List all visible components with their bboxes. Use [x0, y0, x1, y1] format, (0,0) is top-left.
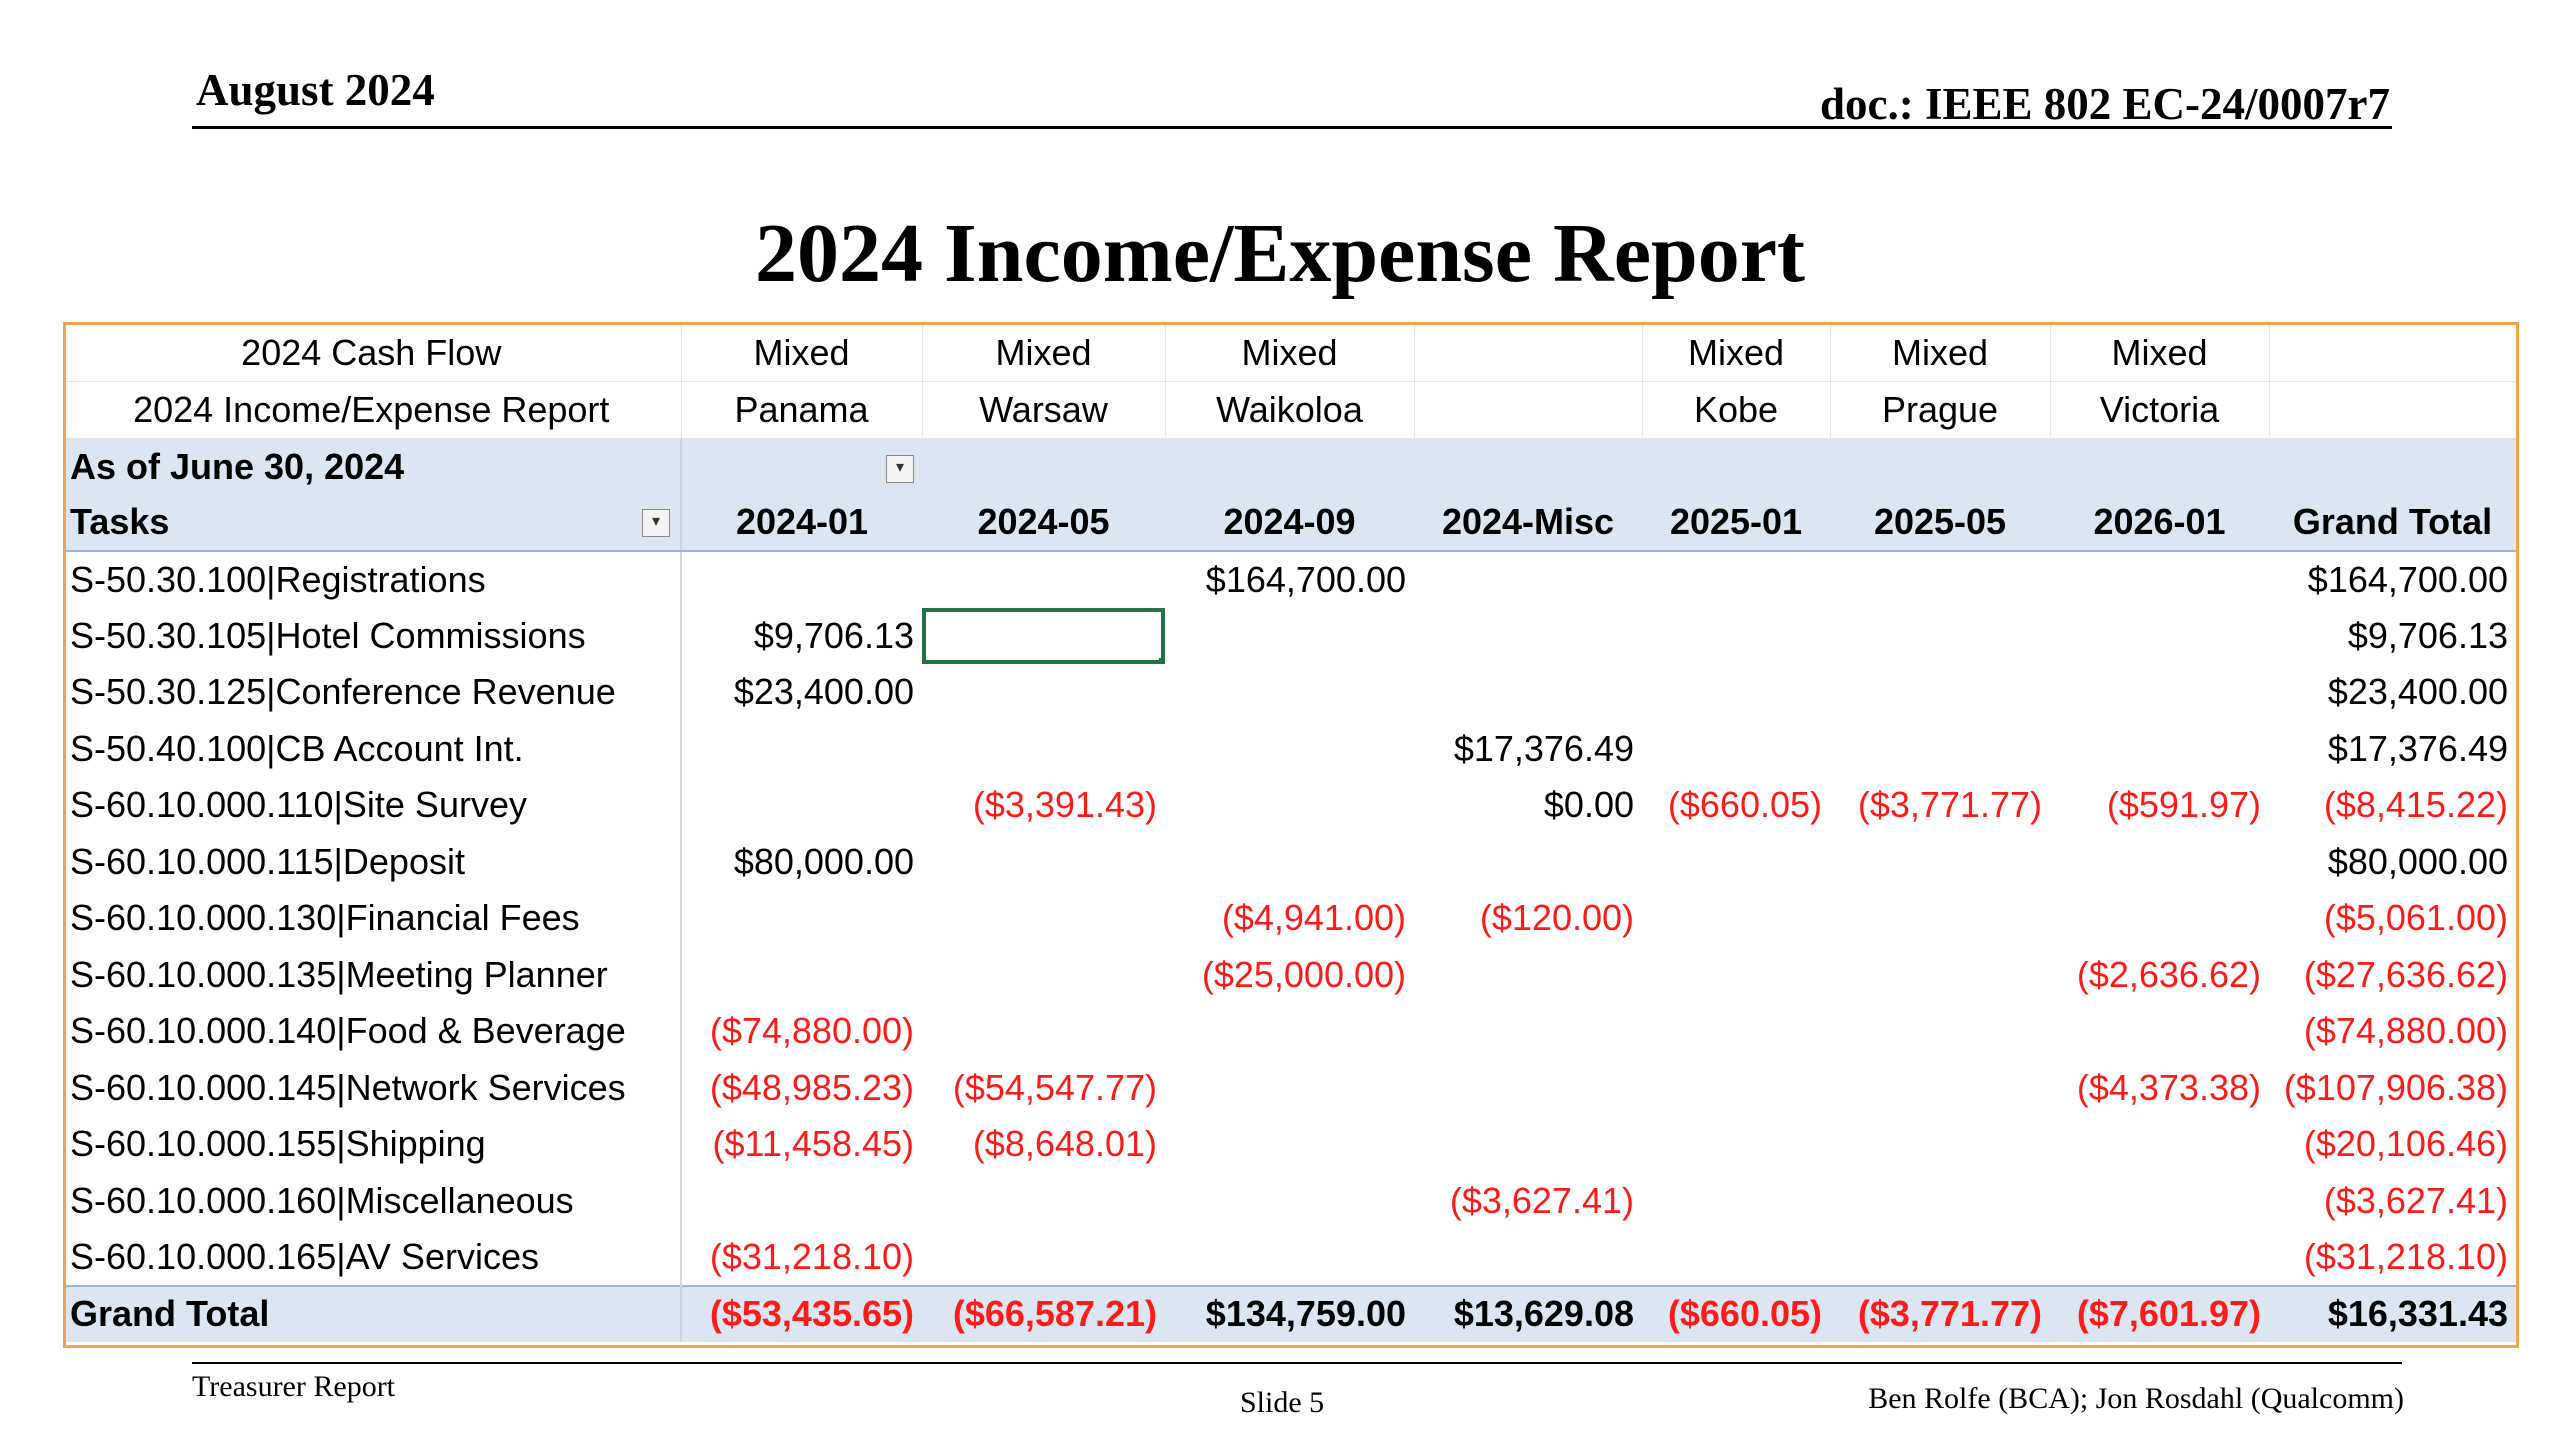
grand-total-cell[interactable]: ($66,587.21) [922, 1286, 1165, 1343]
value-cell[interactable] [1642, 551, 1830, 608]
value-cell[interactable] [1830, 890, 2050, 947]
value-cell[interactable]: ($54,547.77) [952, 1066, 1157, 1108]
value-cell[interactable] [1165, 608, 1414, 665]
value-cell[interactable] [1642, 890, 1830, 947]
grand-total-cell[interactable]: ($7,601.97) [2050, 1286, 2269, 1343]
value-cell[interactable]: ($120.00) [1479, 897, 1634, 939]
column-header-2024-05[interactable]: 2024-05 [922, 495, 1165, 552]
column-group-cell[interactable]: Mixed [2050, 325, 2269, 382]
grand-total-cell[interactable]: ($660.05) [1642, 1286, 1830, 1343]
column-header-row [66, 495, 2516, 552]
selected-cell[interactable] [922, 608, 1165, 665]
value-cell[interactable] [1830, 834, 2050, 891]
value-cell[interactable] [1165, 777, 1414, 834]
column-header-2024-09[interactable]: 2024-09 [1165, 495, 1414, 552]
task-name-cell[interactable]: S-60.10.000.155|Shipping [66, 1116, 681, 1173]
column-header-2024-01[interactable]: 2024-01 [681, 495, 922, 552]
grand-total-cell[interactable]: $13,629.08 [1414, 1286, 1642, 1343]
value-cell[interactable] [1830, 608, 2050, 665]
band-cell [2050, 438, 2269, 495]
value-cell[interactable] [1830, 551, 2050, 608]
value-cell[interactable]: $164,700.00 [1205, 558, 1406, 600]
value-cell[interactable] [1642, 1003, 1830, 1060]
table-row [66, 1003, 2516, 1060]
table-row [66, 834, 2516, 891]
value-cell[interactable] [2050, 1173, 2269, 1230]
value-cell[interactable] [1414, 1229, 1642, 1286]
value-cell[interactable] [1642, 1229, 1830, 1286]
header-row-cash-flow [66, 325, 2516, 382]
table-row [66, 1173, 2516, 1230]
value-cell[interactable] [1414, 834, 1642, 891]
value-cell[interactable]: $0.00 [1543, 784, 1634, 826]
tasks-header-cell[interactable] [66, 495, 681, 552]
table-row [66, 608, 2516, 665]
value-cell[interactable]: ($3,627.41) [2323, 1179, 2508, 1221]
value-cell[interactable] [922, 890, 1165, 947]
value-cell[interactable] [2050, 834, 2269, 891]
value-cell[interactable] [922, 1173, 1165, 1230]
value-cell[interactable]: ($4,941.00) [1221, 897, 1406, 939]
task-name-cell[interactable]: S-60.10.000.140|Food & Beverage [66, 1003, 681, 1060]
header-rule [192, 126, 2392, 129]
task-name-cell[interactable]: S-60.10.000.160|Miscellaneous [66, 1173, 681, 1230]
value-cell[interactable] [1165, 1173, 1414, 1230]
value-cell[interactable] [1830, 1003, 2050, 1060]
value-cell[interactable]: ($5,061.00) [2323, 897, 2508, 939]
value-cell[interactable] [922, 1003, 1165, 1060]
task-name-cell[interactable]: S-60.10.000.115|Deposit [66, 834, 681, 891]
value-cell[interactable] [1642, 1060, 1830, 1117]
column-group-cell[interactable]: Mixed [922, 325, 1165, 382]
pivot-table [63, 322, 2519, 1348]
value-cell[interactable]: ($31,218.10) [709, 1235, 914, 1277]
band-cell [1830, 438, 2050, 495]
band-cell [1642, 438, 1830, 495]
fill-handle[interactable] [1159, 658, 1165, 664]
value-cell[interactable] [2050, 1229, 2269, 1286]
value-cell[interactable] [2050, 1003, 2269, 1060]
value-cell[interactable] [681, 947, 922, 1004]
value-cell[interactable] [1642, 608, 1830, 665]
header-date: August 2024 [196, 65, 435, 115]
table-body [66, 325, 2516, 1342]
value-cell[interactable]: $9,706.13 [753, 614, 914, 656]
value-cell[interactable] [922, 551, 1165, 608]
footer-slide-number: Slide 5 [1240, 1386, 1325, 1419]
table-row [66, 551, 2516, 608]
value-cell[interactable]: $23,400.00 [2327, 671, 2508, 713]
task-name-cell[interactable]: S-60.10.000.110|Site Survey [66, 777, 681, 834]
value-cell[interactable]: $23,400.00 [733, 671, 914, 713]
value-cell[interactable]: $80,000.00 [733, 840, 914, 882]
footer-rule [192, 1362, 2402, 1364]
grand-total-cell[interactable]: $134,759.00 [1165, 1286, 1414, 1343]
grand-total-cell[interactable]: ($53,435.65) [681, 1286, 922, 1343]
column-header-2025-01[interactable]: 2025-01 [1642, 495, 1830, 552]
value-cell[interactable] [681, 777, 922, 834]
row-label[interactable]: 2024 Cash Flow [66, 325, 681, 382]
filter-cell[interactable] [681, 438, 922, 495]
column-group-cell[interactable] [2269, 325, 2516, 382]
value-cell[interactable]: ($11,458.45) [712, 1123, 914, 1165]
value-cell[interactable]: $9,706.13 [2347, 614, 2508, 656]
band-cell [1414, 438, 1642, 495]
row-filter-dropdown-icon[interactable]: ▾ [642, 509, 670, 537]
value-cell[interactable] [1642, 721, 1830, 778]
value-cell[interactable] [1830, 1173, 2050, 1230]
value-cell[interactable]: ($74,880.00) [709, 1010, 914, 1052]
value-cell[interactable] [922, 664, 1165, 721]
column-header-2024-misc[interactable]: 2024-Misc [1414, 495, 1642, 552]
value-cell[interactable] [1642, 834, 1830, 891]
value-cell[interactable] [922, 947, 1165, 1004]
tasks-label: Tasks [70, 501, 170, 543]
value-cell[interactable] [1165, 1229, 1414, 1286]
table-row [66, 1060, 2516, 1117]
task-name-cell[interactable]: S-50.30.105|Hotel Commissions [66, 608, 681, 665]
value-cell[interactable] [1642, 664, 1830, 721]
column-filter-dropdown-icon[interactable]: ▾ [886, 455, 914, 483]
value-cell[interactable] [1165, 834, 1414, 891]
column-group-cell[interactable] [1414, 325, 1642, 382]
value-cell[interactable] [681, 1173, 922, 1230]
value-cell[interactable] [1830, 721, 2050, 778]
value-cell[interactable] [1642, 947, 1830, 1004]
column-header-2025-05[interactable]: 2025-05 [1830, 495, 2050, 552]
grand-total-cell[interactable]: ($3,771.77) [1830, 1286, 2050, 1343]
value-cell[interactable] [1414, 551, 1642, 608]
value-cell[interactable] [1414, 1116, 1642, 1173]
task-name-cell[interactable]: S-60.10.000.145|Network Services [66, 1060, 681, 1117]
table-row [66, 890, 2516, 947]
value-cell[interactable]: ($27,636.62) [2303, 953, 2508, 995]
value-cell[interactable]: ($107,906.38) [2283, 1066, 2508, 1108]
value-cell[interactable]: ($48,985.23) [709, 1066, 914, 1108]
value-cell[interactable] [1830, 1116, 2050, 1173]
value-cell[interactable] [922, 834, 1165, 891]
value-cell[interactable]: $17,376.49 [1453, 727, 1634, 769]
value-cell[interactable]: ($25,000.00) [1201, 953, 1406, 995]
value-cell[interactable] [1830, 664, 2050, 721]
value-cell[interactable]: ($4,373.38) [2076, 1066, 2261, 1108]
as-of-label[interactable]: As of June 30, 2024 [66, 438, 681, 495]
grand-total-label[interactable]: Grand Total [66, 1286, 681, 1343]
value-cell[interactable] [922, 721, 1165, 778]
value-cell[interactable] [1414, 664, 1642, 721]
value-cell[interactable]: ($8,648.01) [972, 1123, 1157, 1165]
value-cell[interactable] [2050, 1116, 2269, 1173]
value-cell[interactable] [1414, 608, 1642, 665]
footer-left: Treasurer Report [192, 1370, 396, 1403]
task-name-cell[interactable]: S-50.40.100|CB Account Int. [66, 721, 681, 778]
band-cell [2269, 438, 2516, 495]
column-group-cell[interactable]: Warsaw [922, 382, 1165, 439]
task-name-cell[interactable]: S-50.30.100|Registrations [66, 551, 681, 608]
task-name-cell[interactable]: S-60.10.000.130|Financial Fees [66, 890, 681, 947]
value-cell[interactable]: ($660.05) [1667, 784, 1822, 826]
table-row [66, 777, 2516, 834]
value-cell[interactable] [1165, 1003, 1414, 1060]
table-row [66, 664, 2516, 721]
table-row [66, 1116, 2516, 1173]
value-cell[interactable] [1642, 1173, 1830, 1230]
column-group-cell[interactable]: Mixed [681, 325, 922, 382]
value-cell[interactable] [681, 551, 922, 608]
value-cell[interactable] [2050, 551, 2269, 608]
value-cell[interactable] [1414, 1060, 1642, 1117]
value-cell[interactable] [2050, 721, 2269, 778]
grand-total-row [66, 1286, 2516, 1343]
value-cell[interactable] [1830, 1060, 2050, 1117]
value-cell[interactable]: ($3,391.43) [972, 784, 1157, 826]
value-cell[interactable] [1642, 1116, 1830, 1173]
column-group-cell[interactable]: Victoria [2050, 382, 2269, 439]
value-cell[interactable]: ($20,106.46) [2303, 1123, 2508, 1165]
value-cell[interactable] [2050, 890, 2269, 947]
as-of-row [66, 438, 2516, 495]
value-cell[interactable]: ($3,627.41) [1449, 1179, 1634, 1221]
task-name-cell[interactable]: S-50.30.125|Conference Revenue [66, 664, 681, 721]
column-group-cell[interactable]: Mixed [1830, 325, 2050, 382]
band-cell [922, 438, 1165, 495]
column-group-cell[interactable]: Mixed [1165, 325, 1414, 382]
value-cell[interactable] [1165, 664, 1414, 721]
value-cell[interactable] [2050, 608, 2269, 665]
grand-total-cell[interactable]: $16,331.43 [2269, 1286, 2516, 1343]
header-doc-id: doc.: IEEE 802 EC-24/0007r7 [1819, 79, 2390, 129]
value-cell[interactable]: $17,376.49 [2327, 727, 2508, 769]
value-cell[interactable] [1165, 1060, 1414, 1117]
column-group-cell[interactable] [1414, 382, 1642, 439]
value-cell[interactable] [681, 721, 922, 778]
column-group-cell[interactable]: Mixed [1642, 325, 1830, 382]
value-cell[interactable] [1414, 1003, 1642, 1060]
table-row [66, 721, 2516, 778]
value-cell[interactable]: ($3,771.77) [1857, 784, 2042, 826]
column-header-grand-total[interactable]: Grand Total [2269, 495, 2516, 552]
value-cell[interactable]: ($2,636.62) [2076, 953, 2261, 995]
value-cell[interactable] [1830, 947, 2050, 1004]
value-cell[interactable]: ($8,415.22) [2323, 784, 2508, 826]
footer-authors: Ben Rolfe (BCA); Jon Rosdahl (Qualcomm) [1868, 1382, 2404, 1415]
table-row [66, 947, 2516, 1004]
value-cell[interactable]: ($31,218.10) [2303, 1235, 2508, 1277]
column-group-cell[interactable]: Kobe [1642, 382, 1830, 439]
value-cell[interactable]: ($74,880.00) [2303, 1010, 2508, 1052]
value-cell[interactable] [922, 1229, 1165, 1286]
column-group-cell[interactable] [2269, 382, 2516, 439]
value-cell[interactable]: ($591.97) [2106, 784, 2261, 826]
column-group-cell[interactable]: Prague [1830, 382, 2050, 439]
value-cell[interactable] [681, 890, 922, 947]
task-name-cell[interactable]: S-60.10.000.135|Meeting Planner [66, 947, 681, 1004]
column-group-cell[interactable]: Panama [681, 382, 922, 439]
column-group-cell[interactable]: Waikoloa [1165, 382, 1414, 439]
value-cell[interactable]: $164,700.00 [2307, 558, 2508, 600]
header-row-report-name [66, 382, 2516, 439]
row-label[interactable]: 2024 Income/Expense Report [66, 382, 681, 439]
value-cell[interactable] [2050, 664, 2269, 721]
value-cell[interactable] [1165, 721, 1414, 778]
value-cell[interactable] [1414, 947, 1642, 1004]
value-cell[interactable] [1165, 1116, 1414, 1173]
band-cell [1165, 438, 1414, 495]
column-header-2026-01[interactable]: 2026-01 [2050, 495, 2269, 552]
table-row [66, 1229, 2516, 1286]
task-name-cell[interactable]: S-60.10.000.165|AV Services [66, 1229, 681, 1286]
report-title: 2024 Income/Expense Report [755, 207, 1805, 300]
value-cell[interactable]: $80,000.00 [2327, 840, 2508, 882]
value-cell[interactable] [1830, 1229, 2050, 1286]
